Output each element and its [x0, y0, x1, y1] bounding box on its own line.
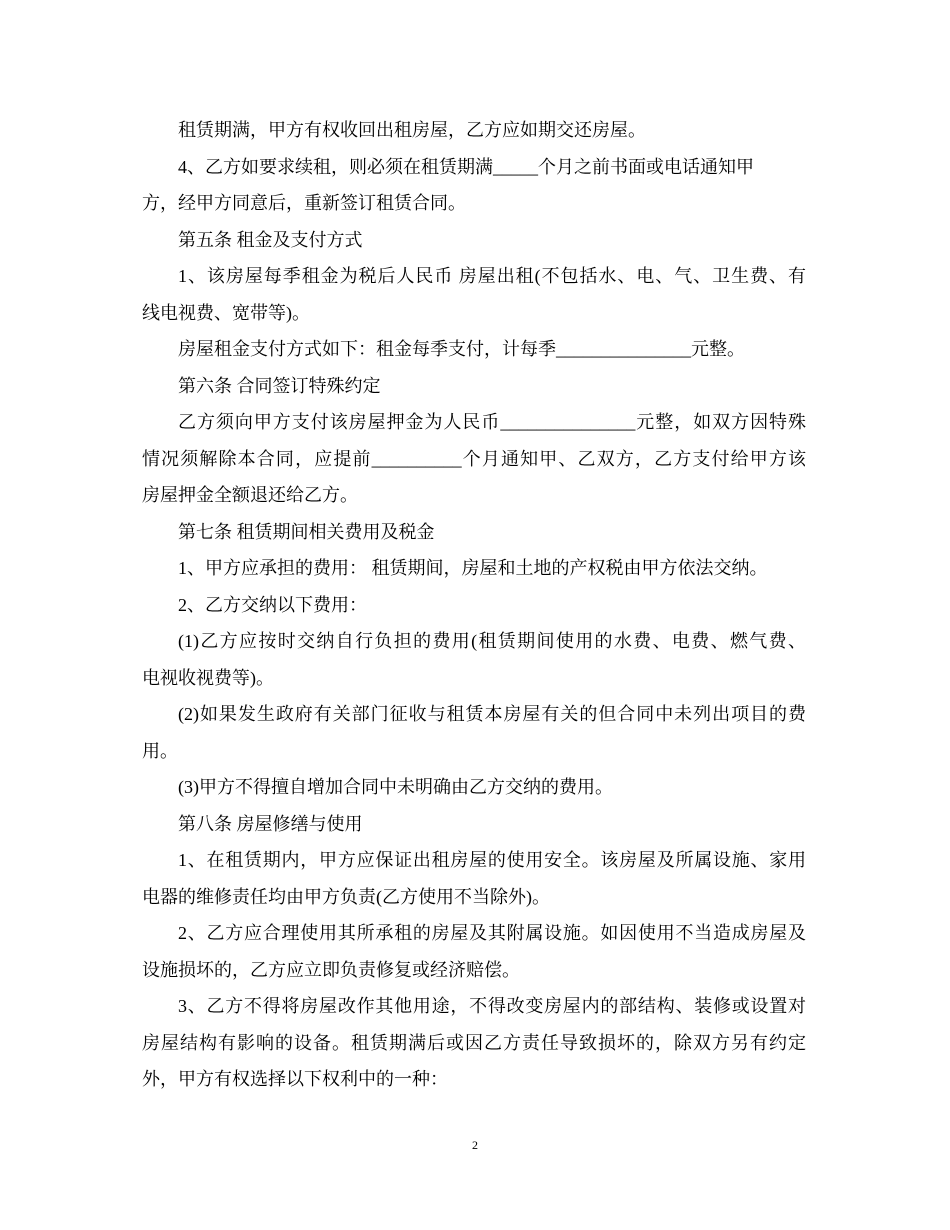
- paragraph-line: 3、乙方不得将房屋改作其他用途，不得改变房屋内的部结构、装修或设置对: [178, 996, 806, 1016]
- paragraph-line: 设施损坏的，乙方应立即负责修复或经济赔偿。: [142, 959, 520, 980]
- paragraph: [142, 550, 806, 587]
- paragraph-line: 1、甲方应承担的费用： 租赁期间，房屋和土地的产权税由甲方依法交纳。: [178, 558, 768, 578]
- document-body: [142, 112, 806, 1098]
- clause-heading: [142, 368, 806, 405]
- paragraph: [142, 258, 806, 331]
- paragraph-line: 线电视费、宽带等)。: [142, 302, 310, 323]
- clause-heading-text: 第七条 租赁期间相关费用及税金: [178, 521, 435, 542]
- clause-heading-text: 第八条 房屋修缮与使用: [178, 813, 363, 834]
- paragraph-line: 电视收视费等)。: [142, 667, 274, 688]
- clause-heading: [142, 514, 806, 551]
- paragraph-line: 方，经甲方同意后，重新签订租赁合同。: [142, 193, 466, 213]
- clause-heading: [142, 222, 806, 259]
- paragraph: [142, 331, 806, 368]
- paragraph-line: 房屋押金全额退还给乙方。: [142, 485, 358, 505]
- paragraph: [142, 623, 806, 696]
- paragraph-line: 4、乙方如要求续租，则必须在租赁期满_____个月之前书面或电话通知甲: [178, 156, 754, 177]
- paragraph: [142, 404, 806, 514]
- paragraph: [142, 587, 806, 624]
- paragraph-line: 房屋结构有影响的设备。租赁期满后或因乙方责任导致损坏的，除双方另有约定: [142, 1032, 806, 1053]
- page-number: 2: [472, 1138, 478, 1152]
- paragraph-line: (3)甲方不得擅自增加合同中未明确由乙方交纳的费用。: [178, 777, 613, 797]
- paragraph-line: 2、乙方应合理使用其所承租的房屋及其附属设施。如因使用不当造成房屋及: [178, 923, 806, 943]
- paragraph-line: 1、该房屋每季租金为税后人民币 房屋出租(不包括水、电、气、卫生费、有: [178, 266, 806, 286]
- paragraph-line: 2、乙方交纳以下费用：: [178, 594, 367, 615]
- paragraph: [142, 149, 806, 222]
- paragraph: [142, 112, 806, 149]
- paragraph-line: 房屋租金支付方式如下：租金每季支付，计每季_______________元整。: [178, 339, 745, 359]
- clause-heading-text: 第五条 租金及支付方式: [178, 229, 363, 250]
- paragraph: [142, 696, 806, 769]
- paragraph-line: 乙方须向甲方支付该房屋押金为人民币_______________元整，如双方因特殊: [178, 412, 806, 432]
- paragraph-line: 1、在租赁期内，甲方应保证出租房屋的使用安全。该房屋及所属设施、家用: [178, 850, 806, 870]
- clause-heading: [142, 806, 806, 843]
- paragraph: [142, 988, 806, 1098]
- paragraph-line: 用。: [142, 740, 178, 761]
- paragraph-line: 外，甲方有权选择以下权利中的一种：: [142, 1069, 448, 1089]
- paragraph-line: 电器的维修责任均由甲方负责(乙方使用不当除外)。: [142, 886, 550, 907]
- paragraph: [142, 842, 806, 915]
- paragraph-line: 情况须解除本合同，应提前__________个月通知甲、乙双方，乙方支付给甲方该: [142, 448, 806, 469]
- paragraph: [142, 915, 806, 988]
- paragraph: [142, 769, 806, 806]
- paragraph-line: (1)乙方应按时交纳自行负担的费用(租赁期间使用的水费、电费、燃气费、: [178, 631, 806, 651]
- paragraph-line: 租赁期满，甲方有权收回出租房屋，乙方应如期交还房屋。: [178, 120, 646, 140]
- clause-heading-text: 第六条 合同签订特殊约定: [178, 375, 381, 396]
- paragraph-line: (2)如果发生政府有关部门征收与租赁本房屋有关的但合同中未列出项目的费: [178, 704, 806, 724]
